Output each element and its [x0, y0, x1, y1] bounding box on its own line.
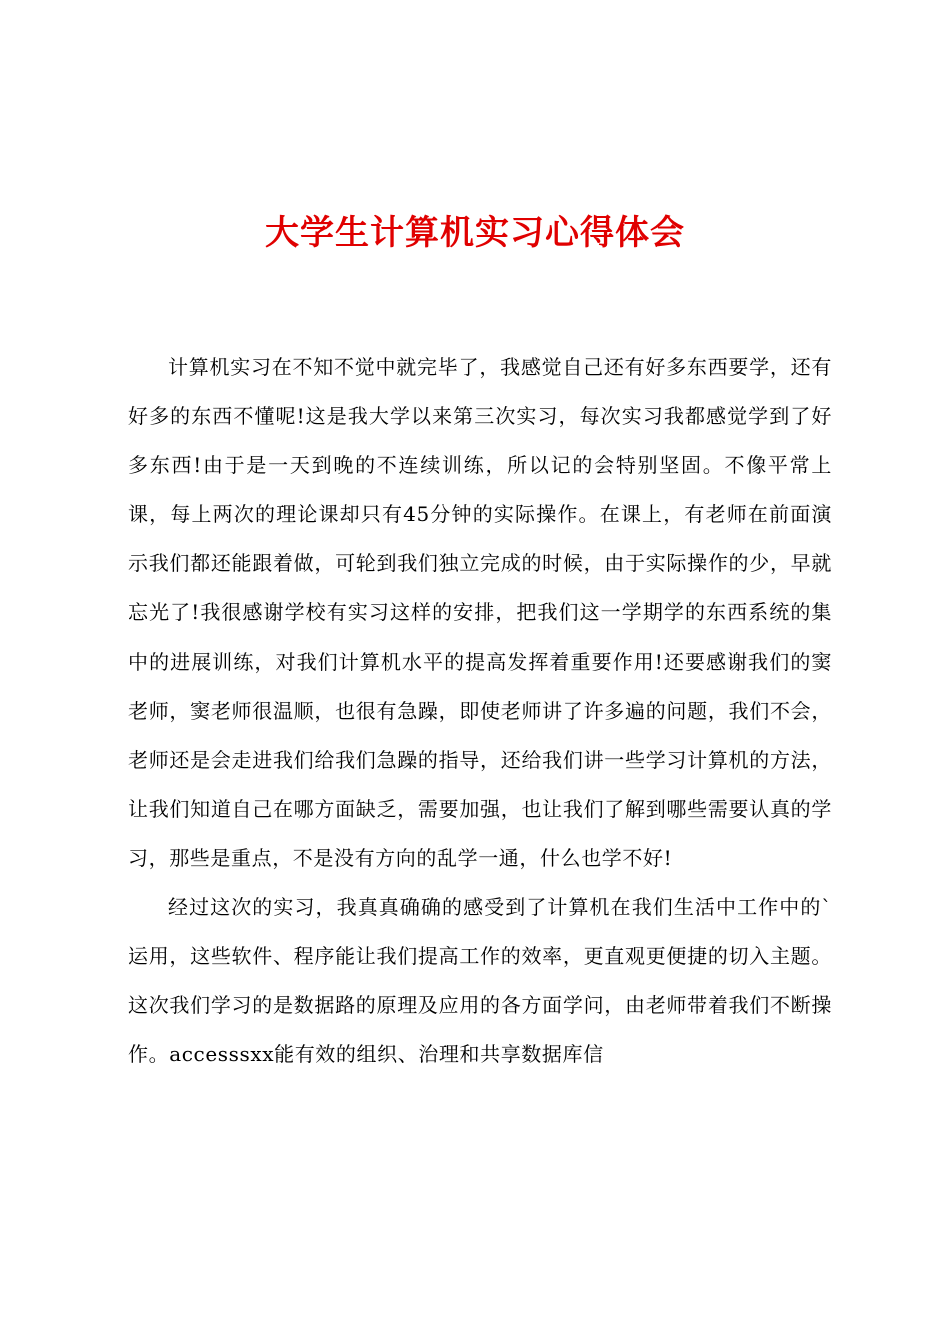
document-title: 大学生计算机实习心得体会: [265, 213, 685, 253]
body-paragraph: 经过这次的实习，我真真确确的感受到了计算机在我们生活中工作中的`运用，这些软件、程序能让我们提高工作的效率，更直观更便捷的切入主题。这次我们学习的是数据路的原理及应用的各方面学问，由老师带着我们不断操作。accesssxx能有效的组织、治理和共享数据库信: [128, 895, 832, 1067]
document-body: [128, 343, 832, 1079]
body-paragraph: 计算机实习在不知不觉中就完毕了，我感觉自己还有好多东西要学，还有好多的东西不懂呢!这是我大学以来第三次实习，每次实习我都感觉学到了好多东西!由于是一天到晚的不连续训练，所以记的会特别坚固。不像平常上课，每上两次的理论课却只有45分钟的实际操作。在课上，有老师在前面演示我们都还能跟着做，可轮到我们独立完成的时候，由于实际操作的少，早就忘光了!我很感谢学校有实习这样的安排，把我们这一学期学的东西系统的集中的进展训练，对我们计算机水平的提高发挥着重要作用!还要感谢我们的窦老师，窦老师很温顺，也很有急躁，即使老师讲了许多遍的问题，我们不会，老师还是会走进我们给我们急躁的指导，还给我们讲一些学习计算机的方法，让我们知道自己在哪方面缺乏，需要加强，也让我们了解到哪些需要认真的学习，那些是重点，不是没有方向的乱学一通，什么也学不好!: [128, 355, 832, 870]
